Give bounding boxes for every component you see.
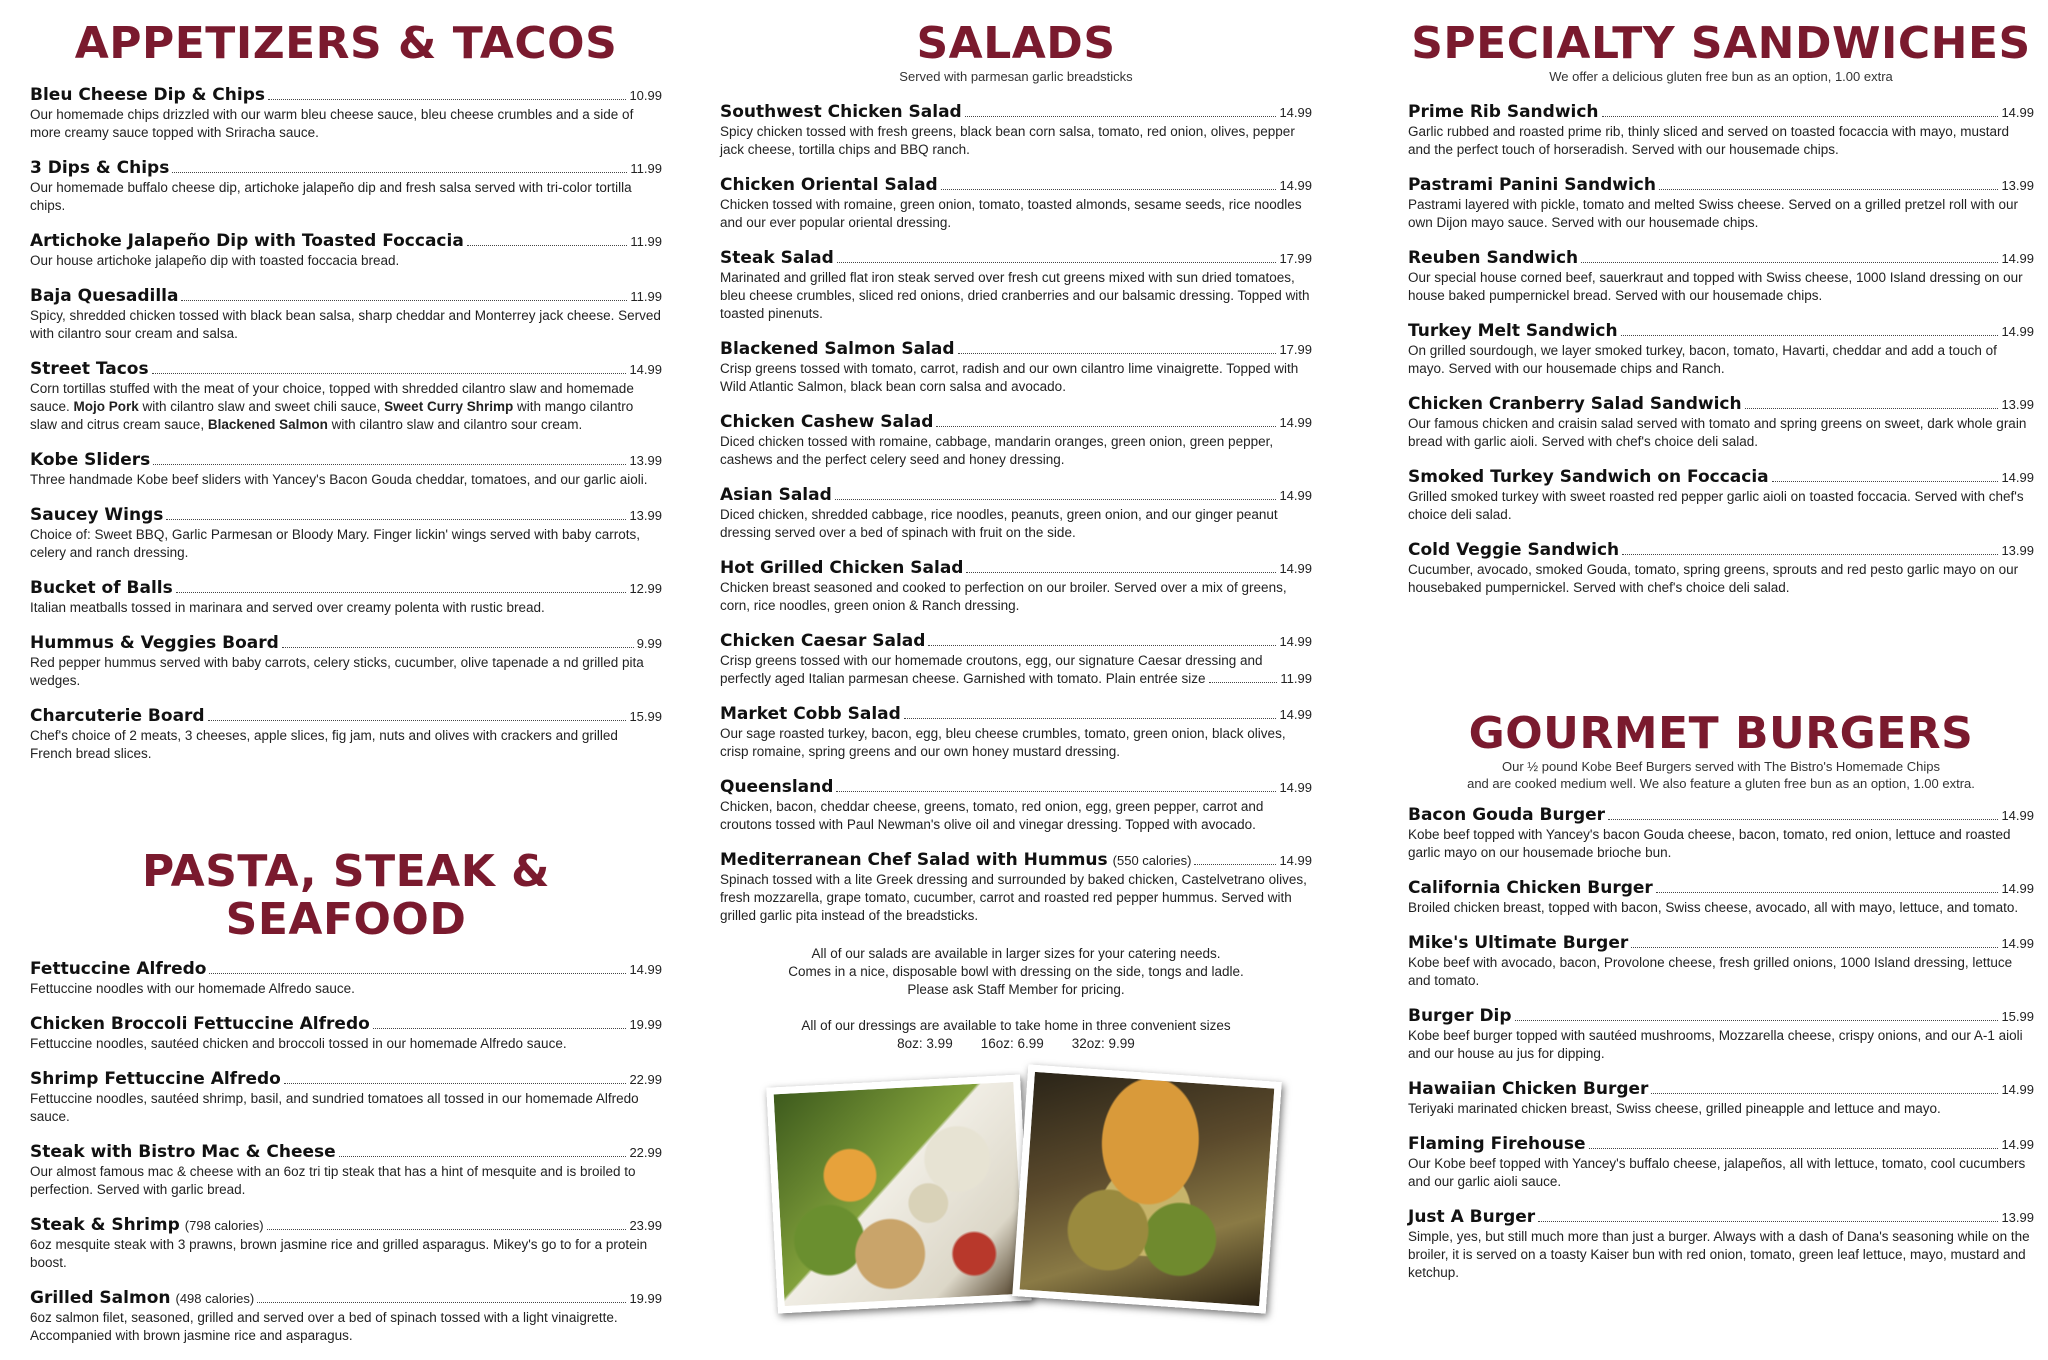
menu-item <box>30 1214 662 1272</box>
menu-item <box>1408 1078 2034 1118</box>
menu-item <box>30 577 662 617</box>
item-header <box>720 703 1312 725</box>
dressing-size: 16oz: 6.99 <box>980 1036 1044 1051</box>
section-title: SPECIALTY SANDWICHES <box>1411 18 2031 69</box>
dot-leader <box>1745 408 1999 409</box>
item-name: Mediterranean Chef Salad with Hummus <box>720 850 1108 870</box>
item-price: 14.99 <box>2001 1137 2034 1152</box>
menu-list <box>720 101 1312 925</box>
item-name: Prime Rib Sandwich <box>1408 102 1599 122</box>
item-description: Our famous chicken and craisin salad served with tomato and spring greens on sweet, dark whole grain bread with garlic aioli. Served with chef's choice deli salad. <box>1408 416 2027 449</box>
menu-item <box>1408 320 2034 378</box>
item-header <box>30 632 662 654</box>
menu-item <box>30 285 662 343</box>
item-header <box>720 338 1312 360</box>
item-header <box>1408 1133 2034 1155</box>
item-name: Turkey Melt Sandwich <box>1408 321 1618 341</box>
item-price: 13.99 <box>629 453 662 468</box>
item-name: Burger Dip <box>1408 1006 1512 1026</box>
item-price: 15.99 <box>629 709 662 724</box>
menu-item <box>30 958 662 998</box>
item-header <box>720 776 1312 798</box>
item-price: 17.99 <box>1279 251 1312 266</box>
item-description: Our Kobe beef topped with Yancey's buffalo cheese, jalapeños, all with lettuce, tomato, cool cucumbers and our garlic aioli sauce. <box>1408 1156 2026 1189</box>
item-description: Chicken tossed with romaine, green onion, tomato, toasted almonds, sesame seeds, rice noodles and our ever popular oriental dressing. <box>720 197 1302 230</box>
item-price: 12.99 <box>629 581 662 596</box>
item-price: 14.99 <box>1279 707 1312 722</box>
item-description: Garlic rubbed and roasted prime rib, thinly sliced and served on toasted focaccia with mayo, mustard and the perfect touch of horseradish. Served with our housemade chips. <box>1408 124 2010 157</box>
item-description: Diced chicken, shredded cabbage, rice noodles, peanuts, green onion, and our ginger peanut dressing served over a bed of spinach with fruit on the side. <box>720 507 1278 540</box>
item-header <box>1408 1078 2034 1100</box>
menu-item <box>720 101 1312 159</box>
item-description: Grilled smoked turkey with sweet roasted red pepper garlic aioli on toasted foccacia. Served with chef's choice deli salad. <box>1408 489 2024 522</box>
item-description: Diced chicken tossed with romaine, cabbage, mandarin oranges, green onion, green pepper, cashews and the perfect celery seed and honey dressing. <box>720 434 1274 467</box>
item-header <box>1408 1206 2034 1228</box>
item-header <box>720 247 1312 269</box>
dot-leader <box>941 189 1277 190</box>
item-price: 14.99 <box>2001 324 2034 339</box>
item-price: 14.99 <box>1279 415 1312 430</box>
menu-list <box>1408 804 2034 1282</box>
item-name: Smoked Turkey Sandwich on Foccacia <box>1408 467 1769 487</box>
section-title: PASTA, STEAK & SEAFOOD <box>141 846 551 945</box>
dot-leader <box>268 99 626 100</box>
menu-item <box>30 504 662 562</box>
dot-leader <box>1621 335 1999 336</box>
item-description: Crisp greens tossed with tomato, carrot, radish and our own cilantro lime vinaigrette. Topped with Wild Atlantic Salmon, black bean corn salsa and avocado. <box>720 361 1299 394</box>
menu-item <box>30 1141 662 1199</box>
dot-leader <box>1608 819 1998 820</box>
dressing-sizes <box>720 1035 1312 1053</box>
item-name: Chicken Caesar Salad <box>720 631 926 651</box>
menu-item <box>1408 932 2034 990</box>
item-price: 13.99 <box>2001 543 2034 558</box>
item-header <box>1408 539 2034 561</box>
item-price: 14.99 <box>2001 808 2034 823</box>
item-calories: (498 calories) <box>175 1291 255 1306</box>
item-name: Chicken Cashew Salad <box>720 412 934 432</box>
item-header <box>1408 320 2034 342</box>
plain-entree-line <box>720 670 1312 688</box>
dot-leader <box>958 353 1277 354</box>
dot-leader <box>1581 262 1998 263</box>
item-price: 14.99 <box>1279 853 1312 868</box>
item-header <box>720 484 1312 506</box>
dot-leader <box>1659 189 1998 190</box>
item-price: 19.99 <box>629 1291 662 1306</box>
item-name: Just A Burger <box>1408 1207 1536 1227</box>
item-header <box>30 157 662 179</box>
item-name: Steak Salad <box>720 248 834 268</box>
menu-item <box>1408 804 2034 862</box>
menu-item <box>30 84 662 142</box>
menu-item <box>1408 1005 2034 1063</box>
menu-item <box>30 1013 662 1053</box>
dot-leader <box>152 373 627 374</box>
dot-leader <box>965 116 1277 117</box>
menu-list <box>30 958 662 1345</box>
menu-item <box>1408 1206 2034 1282</box>
item-price: 11.99 <box>630 289 662 304</box>
dot-leader <box>373 1028 627 1029</box>
item-description: Spicy chicken tossed with fresh greens, black bean corn salsa, tomato, red onion, olives, pepper jack cheese, tortilla chips and BBQ ranch. <box>720 124 1295 157</box>
item-description: Kobe beef topped with Yancey's bacon Gouda cheese, bacon, tomato, red onion, lettuce and roasted garlic mayo on our housemade brioche bun. <box>1408 827 2011 860</box>
right-column <box>1408 0 2034 1280</box>
item-name: Hummus & Veggies Board <box>30 633 279 653</box>
item-header <box>30 958 662 980</box>
item-description: Chicken, bacon, cheddar cheese, greens, tomato, red onion, egg, green pepper, carrot and croutons tossed with Paul Newman's olive oil and vinegar dressing. Topped with avocado. <box>720 799 1264 832</box>
item-description: 6oz mesquite steak with 3 prawns, brown jasmine rice and grilled asparagus. Mikey's go to for a protein boost. <box>30 1237 648 1270</box>
item-header <box>720 411 1312 433</box>
item-description: Italian meatballs tossed in marinara and served over creamy polenta with rustic bread. <box>30 600 545 615</box>
item-price: 14.99 <box>2001 251 2034 266</box>
item-header <box>30 504 662 526</box>
item-name: 3 Dips & Chips <box>30 158 170 178</box>
menu-item <box>720 174 1312 232</box>
description-text: with cilantro slaw and sweet chili sauce, <box>138 399 385 414</box>
item-description: Red pepper hummus served with baby carrots, celery sticks, cucumber, olive tapenade a nd grilled pita wedges. <box>30 655 644 688</box>
item-description: Our special house corned beef, sauerkraut and topped with Swiss cheese, 1000 Island dressing on our house baked pumpernickel bread. Served with our housemade chips. <box>1408 270 2023 303</box>
catering-line: Comes in a nice, disposable bowl with dressing on the side, tongs and ladle. <box>788 964 1244 979</box>
item-header <box>1408 393 2034 415</box>
item-description: Our homemade chips drizzled with our warm bleu cheese sauce, bleu cheese crumbles and a side of more creamy sauce topped with Sriracha sauce. <box>30 107 634 140</box>
dot-leader <box>928 645 1276 646</box>
item-name: Shrimp Fettuccine Alfredo <box>30 1069 281 1089</box>
dot-leader <box>257 1302 626 1303</box>
item-description: Our homemade buffalo cheese dip, artichoke jalapeño dip and fresh salsa served with tri-color tortilla chips. <box>30 180 632 213</box>
item-price: 13.99 <box>629 508 662 523</box>
menu-item <box>720 630 1312 688</box>
item-name: Steak with Bistro Mac & Cheese <box>30 1142 336 1162</box>
item-header <box>1408 101 2034 123</box>
item-description: Marinated and grilled flat iron steak served over fresh cut greens mixed with sun dried tomatoes, bleu cheese crumbles, sliced red onions, dried cranberries and our balsamic dressing. Topped with toasted pinenuts. <box>720 270 1310 321</box>
dot-leader <box>936 426 1276 427</box>
item-header <box>1408 466 2034 488</box>
item-name: Bucket of Balls <box>30 578 173 598</box>
item-description: Spicy, shredded chicken tossed with black bean salsa, sharp cheddar and Monterrey jack cheese. Served with cilantro sour cream and salsa. <box>30 308 661 341</box>
food-photos <box>720 1071 1312 1311</box>
item-calories: (550 calories) <box>1112 853 1192 868</box>
catering-line: Please ask Staff Member for pricing. <box>907 982 1125 997</box>
highlight-text: Blackened Salmon <box>207 417 328 432</box>
item-name: Flaming Firehouse <box>1408 1134 1586 1154</box>
menu-item <box>30 705 662 763</box>
item-description: Chef's choice of 2 meats, 3 cheeses, apple slices, fig jam, nuts and olives with crackers and grilled French bread slices. <box>30 728 618 761</box>
item-description: Choice of: Sweet BBQ, Garlic Parmesan or Bloody Mary. Finger lickin' wings served with baby carrots, celery and ranch dressing. <box>30 527 641 560</box>
menu-item <box>720 247 1312 323</box>
item-description: Fettuccine noodles, sautéed chicken and broccoli tossed in our homemade Alfredo sauce. <box>30 1036 567 1051</box>
item-calories: (798 calories) <box>184 1218 264 1233</box>
dot-leader <box>1538 1221 1998 1222</box>
dressing-note: All of our dressings are available to take home in three convenient sizes <box>801 1018 1231 1033</box>
catering-line: All of our salads are available in larger sizes for your catering needs. <box>811 946 1221 961</box>
item-price: 11.99 <box>630 234 662 249</box>
item-name: Bleu Cheese Dip & Chips <box>30 85 266 105</box>
menu-item <box>1408 174 2034 232</box>
dot-leader <box>1656 892 1999 893</box>
item-description: Cucumber, avocado, smoked Gouda, tomato, spring greens, sprouts and red pesto garlic mayo on our housebaked pumpernickel. Served with chef's choice deli salad. <box>1408 562 2019 595</box>
wrap-photo <box>1012 1064 1282 1313</box>
item-name: Southwest Chicken Salad <box>720 102 962 122</box>
item-name: Baja Quesadilla <box>30 286 179 306</box>
item-header <box>30 230 662 252</box>
item-price: 14.99 <box>629 962 662 977</box>
dressing-size: 32oz: 9.99 <box>1071 1036 1135 1051</box>
dot-leader <box>209 973 626 974</box>
menu-item <box>30 1287 662 1345</box>
item-header <box>1408 932 2034 954</box>
menu-item <box>1408 101 2034 159</box>
menu-item <box>1408 1133 2034 1191</box>
item-header <box>30 285 662 307</box>
dot-leader <box>282 647 634 648</box>
item-name: Market Cobb Salad <box>720 704 901 724</box>
item-header <box>30 84 662 106</box>
item-description: Kobe beef with avocado, bacon, Provolone cheese, fresh grilled onions, 1000 Island dressing, lettuce and tomato. <box>1408 955 2013 988</box>
item-name: Kobe Sliders <box>30 450 151 470</box>
item-price: 22.99 <box>629 1072 662 1087</box>
item-name: California Chicken Burger <box>1408 878 1653 898</box>
item-header <box>1408 804 2034 826</box>
item-header <box>720 174 1312 196</box>
section-subtitle: Served with parmesan garlic breadsticks <box>899 69 1133 84</box>
item-name: Fettuccine Alfredo <box>30 959 207 979</box>
item-name: Grilled Salmon <box>30 1288 171 1308</box>
item-header <box>30 1214 662 1236</box>
dot-leader <box>208 720 627 721</box>
item-header <box>720 630 1312 652</box>
item-price: 14.99 <box>2001 881 2034 896</box>
menu-item <box>720 557 1312 615</box>
menu-item <box>720 411 1312 469</box>
item-name: Cold Veggie Sandwich <box>1408 540 1620 560</box>
item-name: Saucey Wings <box>30 505 164 525</box>
dot-leader <box>966 572 1276 573</box>
item-header <box>30 1068 662 1090</box>
item-description: Fettuccine noodles, sautéed shrimp, basil, and sundried tomatoes all tossed in our homemade Alfredo sauce. <box>30 1091 639 1124</box>
item-price: 14.99 <box>1279 488 1312 503</box>
item-description: Kobe beef burger topped with sautéed mushrooms, Mozzarella cheese, crispy onions, and our A-1 aioli and our house au jus for dipping. <box>1408 1028 2023 1061</box>
description-text: with mango cilantro slaw and citrus cream sauce, <box>30 399 634 432</box>
dot-leader <box>172 172 627 173</box>
description-text: Corn tortillas stuffed with the meat of your choice, topped with shredded cilantro slaw and homemade sauce. <box>30 381 634 414</box>
description-text: with cilantro slaw and cilantro sour cream. <box>327 417 583 432</box>
item-name: Steak & Shrimp <box>30 1215 180 1235</box>
item-price: 15.99 <box>2001 1009 2034 1024</box>
menu-item <box>1408 393 2034 451</box>
item-header <box>30 705 662 727</box>
dot-leader <box>1622 554 1998 555</box>
dot-leader <box>1589 1148 1999 1149</box>
item-description: Fettuccine noodles with our homemade Alfredo sauce. <box>30 981 355 996</box>
section-title: GOURMET BURGERS <box>1468 708 1974 759</box>
item-name: Street Tacos <box>30 359 149 379</box>
item-price: 17.99 <box>1279 342 1312 357</box>
menu-item <box>30 632 662 690</box>
section-subtitle <box>1408 758 2034 792</box>
subtitle-line: and are cooked medium well. We also feature a gluten free bun as an option, 1.00 extra. <box>1467 776 1975 791</box>
menu-item <box>720 849 1312 925</box>
item-name: Chicken Oriental Salad <box>720 175 938 195</box>
section-subtitle: We offer a delicious gluten free bun as an option, 1.00 extra <box>1549 69 1893 84</box>
item-description: Teriyaki marinated chicken breast, Swiss cheese, grilled pineapple and lettuce and mayo. <box>1408 1101 1941 1116</box>
extra-text: perfectly aged Italian parmesan cheese. Garnished with tomato. Plain entrée size <box>720 671 1206 686</box>
dot-leader <box>467 245 628 246</box>
item-name: Hawaiian Chicken Burger <box>1408 1079 1649 1099</box>
item-price: 14.99 <box>2001 105 2034 120</box>
item-price: 14.99 <box>2001 936 2034 951</box>
dot-leader <box>1515 1020 1999 1021</box>
menu-item <box>30 449 662 489</box>
extra-price: 11.99 <box>1280 671 1312 686</box>
menu-item <box>1408 539 2034 597</box>
item-header <box>720 101 1312 123</box>
item-description: Simple, yes, but still much more than just a burger. Always with a dash of Dana's seasoning while on the broiler, it is served on a toasty Kaiser bun with red onion, tomato, green leaf lettuce, mayo, mustard and ketchup. <box>1408 1229 2030 1280</box>
menu-list <box>1408 101 2034 597</box>
section-title: APPETIZERS & TACOS <box>74 18 618 69</box>
menu-list <box>30 84 662 763</box>
highlight-text: Sweet Curry Shrimp <box>384 399 514 414</box>
appetizers-section <box>30 0 662 763</box>
highlight-text: Mojo Pork <box>73 399 139 414</box>
burgers-section <box>1408 710 2034 1297</box>
item-header <box>1408 174 2034 196</box>
item-description: 6oz salmon filet, seasoned, grilled and served over a bed of spinach tossed with a light vinaigrette. Accompanied with brown jasmine rice and asparagus. <box>30 1310 618 1343</box>
item-description: Crisp greens tossed with our homemade croutons, egg, our signature Caesar dressing and <box>720 653 1263 668</box>
item-header <box>30 1287 662 1309</box>
item-price: 13.99 <box>2001 397 2034 412</box>
item-price: 13.99 <box>2001 178 2034 193</box>
item-description: Our almost famous mac & cheese with an 6oz tri tip steak that has a hint of mesquite and is broiled to perfection. Served with garlic bread. <box>30 1164 636 1197</box>
item-price: 23.99 <box>629 1218 662 1233</box>
dot-leader <box>284 1083 627 1084</box>
item-header <box>720 557 1312 579</box>
item-price: 14.99 <box>1279 634 1312 649</box>
catering-note <box>720 945 1312 1053</box>
item-name: Reuben Sandwich <box>1408 248 1579 268</box>
item-name: Asian Salad <box>720 485 832 505</box>
item-name: Blackened Salmon Salad <box>720 339 955 359</box>
dot-leader <box>1651 1093 1998 1094</box>
menu-item <box>1408 877 2034 917</box>
item-name: Hot Grilled Chicken Salad <box>720 558 964 578</box>
item-header <box>30 577 662 599</box>
item-name: Queensland <box>720 777 834 797</box>
item-name: Charcuterie Board <box>30 706 205 726</box>
menu-item <box>1408 466 2034 524</box>
dot-leader <box>835 499 1277 500</box>
left-column <box>30 0 662 1343</box>
dot-leader <box>904 718 1277 719</box>
item-description: Three handmade Kobe beef sliders with Yancey's Bacon Gouda cheddar, tomatoes, and our garlic aioli. <box>30 472 648 487</box>
item-header <box>30 1141 662 1163</box>
item-price: 9.99 <box>636 636 662 651</box>
item-description: Spinach tossed with a lite Greek dressing and surrounded by baked chicken, Castelvetrano olives, fresh mozzarella, grape tomato, cucumber, carrot and roasted red pepper hummus. Served with grilled garlic pita instead of the breadsticks. <box>720 872 1307 923</box>
dot-leader <box>176 592 627 593</box>
subtitle-line: Our ½ pound Kobe Beef Burgers served with The Bistro's Homemade Chips <box>1502 759 1940 774</box>
item-header <box>30 358 662 380</box>
item-description: On grilled sourdough, we layer smoked turkey, bacon, tomato, Havarti, cheddar and add a touch of mayo. Served with our housemade chips and Ranch. <box>1408 343 1997 376</box>
item-price: 10.99 <box>629 88 662 103</box>
item-price: 14.99 <box>1279 561 1312 576</box>
dot-leader <box>1631 947 1998 948</box>
item-description: Pastrami layered with pickle, tomato and melted Swiss cheese. Served on a grilled pretzel roll with our own Dijon mayo sauce. Served with our housemade chips. <box>1408 197 2019 230</box>
menu-item <box>720 703 1312 761</box>
item-description: Our house artichoke jalapeño dip with toasted foccacia bread. <box>30 253 400 268</box>
menu-item <box>720 484 1312 542</box>
item-name: Pastrami Panini Sandwich <box>1408 175 1656 195</box>
item-price: 14.99 <box>2001 1082 2034 1097</box>
item-price: 14.99 <box>629 362 662 377</box>
item-description: Broiled chicken breast, topped with bacon, Swiss cheese, avocado, all with mayo, lettuce, and tomato. <box>1408 900 2019 915</box>
salads-section <box>720 0 1312 1311</box>
item-price: 13.99 <box>2001 1210 2034 1225</box>
center-column <box>720 0 1312 1311</box>
item-price: 14.99 <box>1279 105 1312 120</box>
menu-item <box>1408 247 2034 305</box>
item-header <box>30 1013 662 1035</box>
item-name: Artichoke Jalapeño Dip with Toasted Foccacia <box>30 231 464 251</box>
item-description: Chicken breast seasoned and cooked to perfection on our broiler. Served over a mix of greens, corn, rice noodles, green onion & Ranch dressing. <box>720 580 1287 613</box>
item-description: Our sage roasted turkey, bacon, egg, bleu cheese crumbles, tomato, green onion, black olives, crisp romaine, spring greens and our own honey mustard dressing. <box>720 726 1286 759</box>
item-price: 14.99 <box>2001 470 2034 485</box>
item-price: 19.99 <box>629 1017 662 1032</box>
menu-item <box>30 230 662 270</box>
item-description <box>30 380 662 434</box>
item-header <box>1408 877 2034 899</box>
dressing-size: 8oz: 3.99 <box>897 1036 953 1051</box>
dot-leader <box>1194 864 1276 865</box>
section-title: SALADS <box>916 18 1116 69</box>
menu-item <box>30 1068 662 1126</box>
dot-leader <box>1602 116 1999 117</box>
menu-item <box>720 776 1312 834</box>
dot-leader <box>153 464 626 465</box>
dot-leader <box>1209 682 1278 683</box>
pasta-section <box>30 848 662 1360</box>
menu-item <box>30 157 662 215</box>
item-price: 11.99 <box>630 161 662 176</box>
dot-leader <box>181 300 627 301</box>
salad-photo <box>766 1075 1031 1314</box>
item-header <box>30 449 662 471</box>
item-price: 22.99 <box>629 1145 662 1160</box>
item-header <box>1408 247 2034 269</box>
dot-leader <box>166 519 626 520</box>
item-name: Chicken Broccoli Fettuccine Alfredo <box>30 1014 370 1034</box>
item-name: Bacon Gouda Burger <box>1408 805 1606 825</box>
dot-leader <box>837 262 1277 263</box>
dot-leader <box>836 791 1276 792</box>
item-name: Chicken Cranberry Salad Sandwich <box>1408 394 1742 414</box>
dot-leader <box>339 1156 627 1157</box>
item-price: 14.99 <box>1279 780 1312 795</box>
menu-item <box>720 338 1312 396</box>
dot-leader <box>1772 481 1999 482</box>
menu-item <box>30 358 662 434</box>
item-name: Mike's Ultimate Burger <box>1408 933 1629 953</box>
dot-leader <box>267 1229 627 1230</box>
item-header <box>1408 1005 2034 1027</box>
item-price: 14.99 <box>1279 178 1312 193</box>
sandwiches-section <box>1408 0 2034 597</box>
item-header <box>720 849 1312 871</box>
